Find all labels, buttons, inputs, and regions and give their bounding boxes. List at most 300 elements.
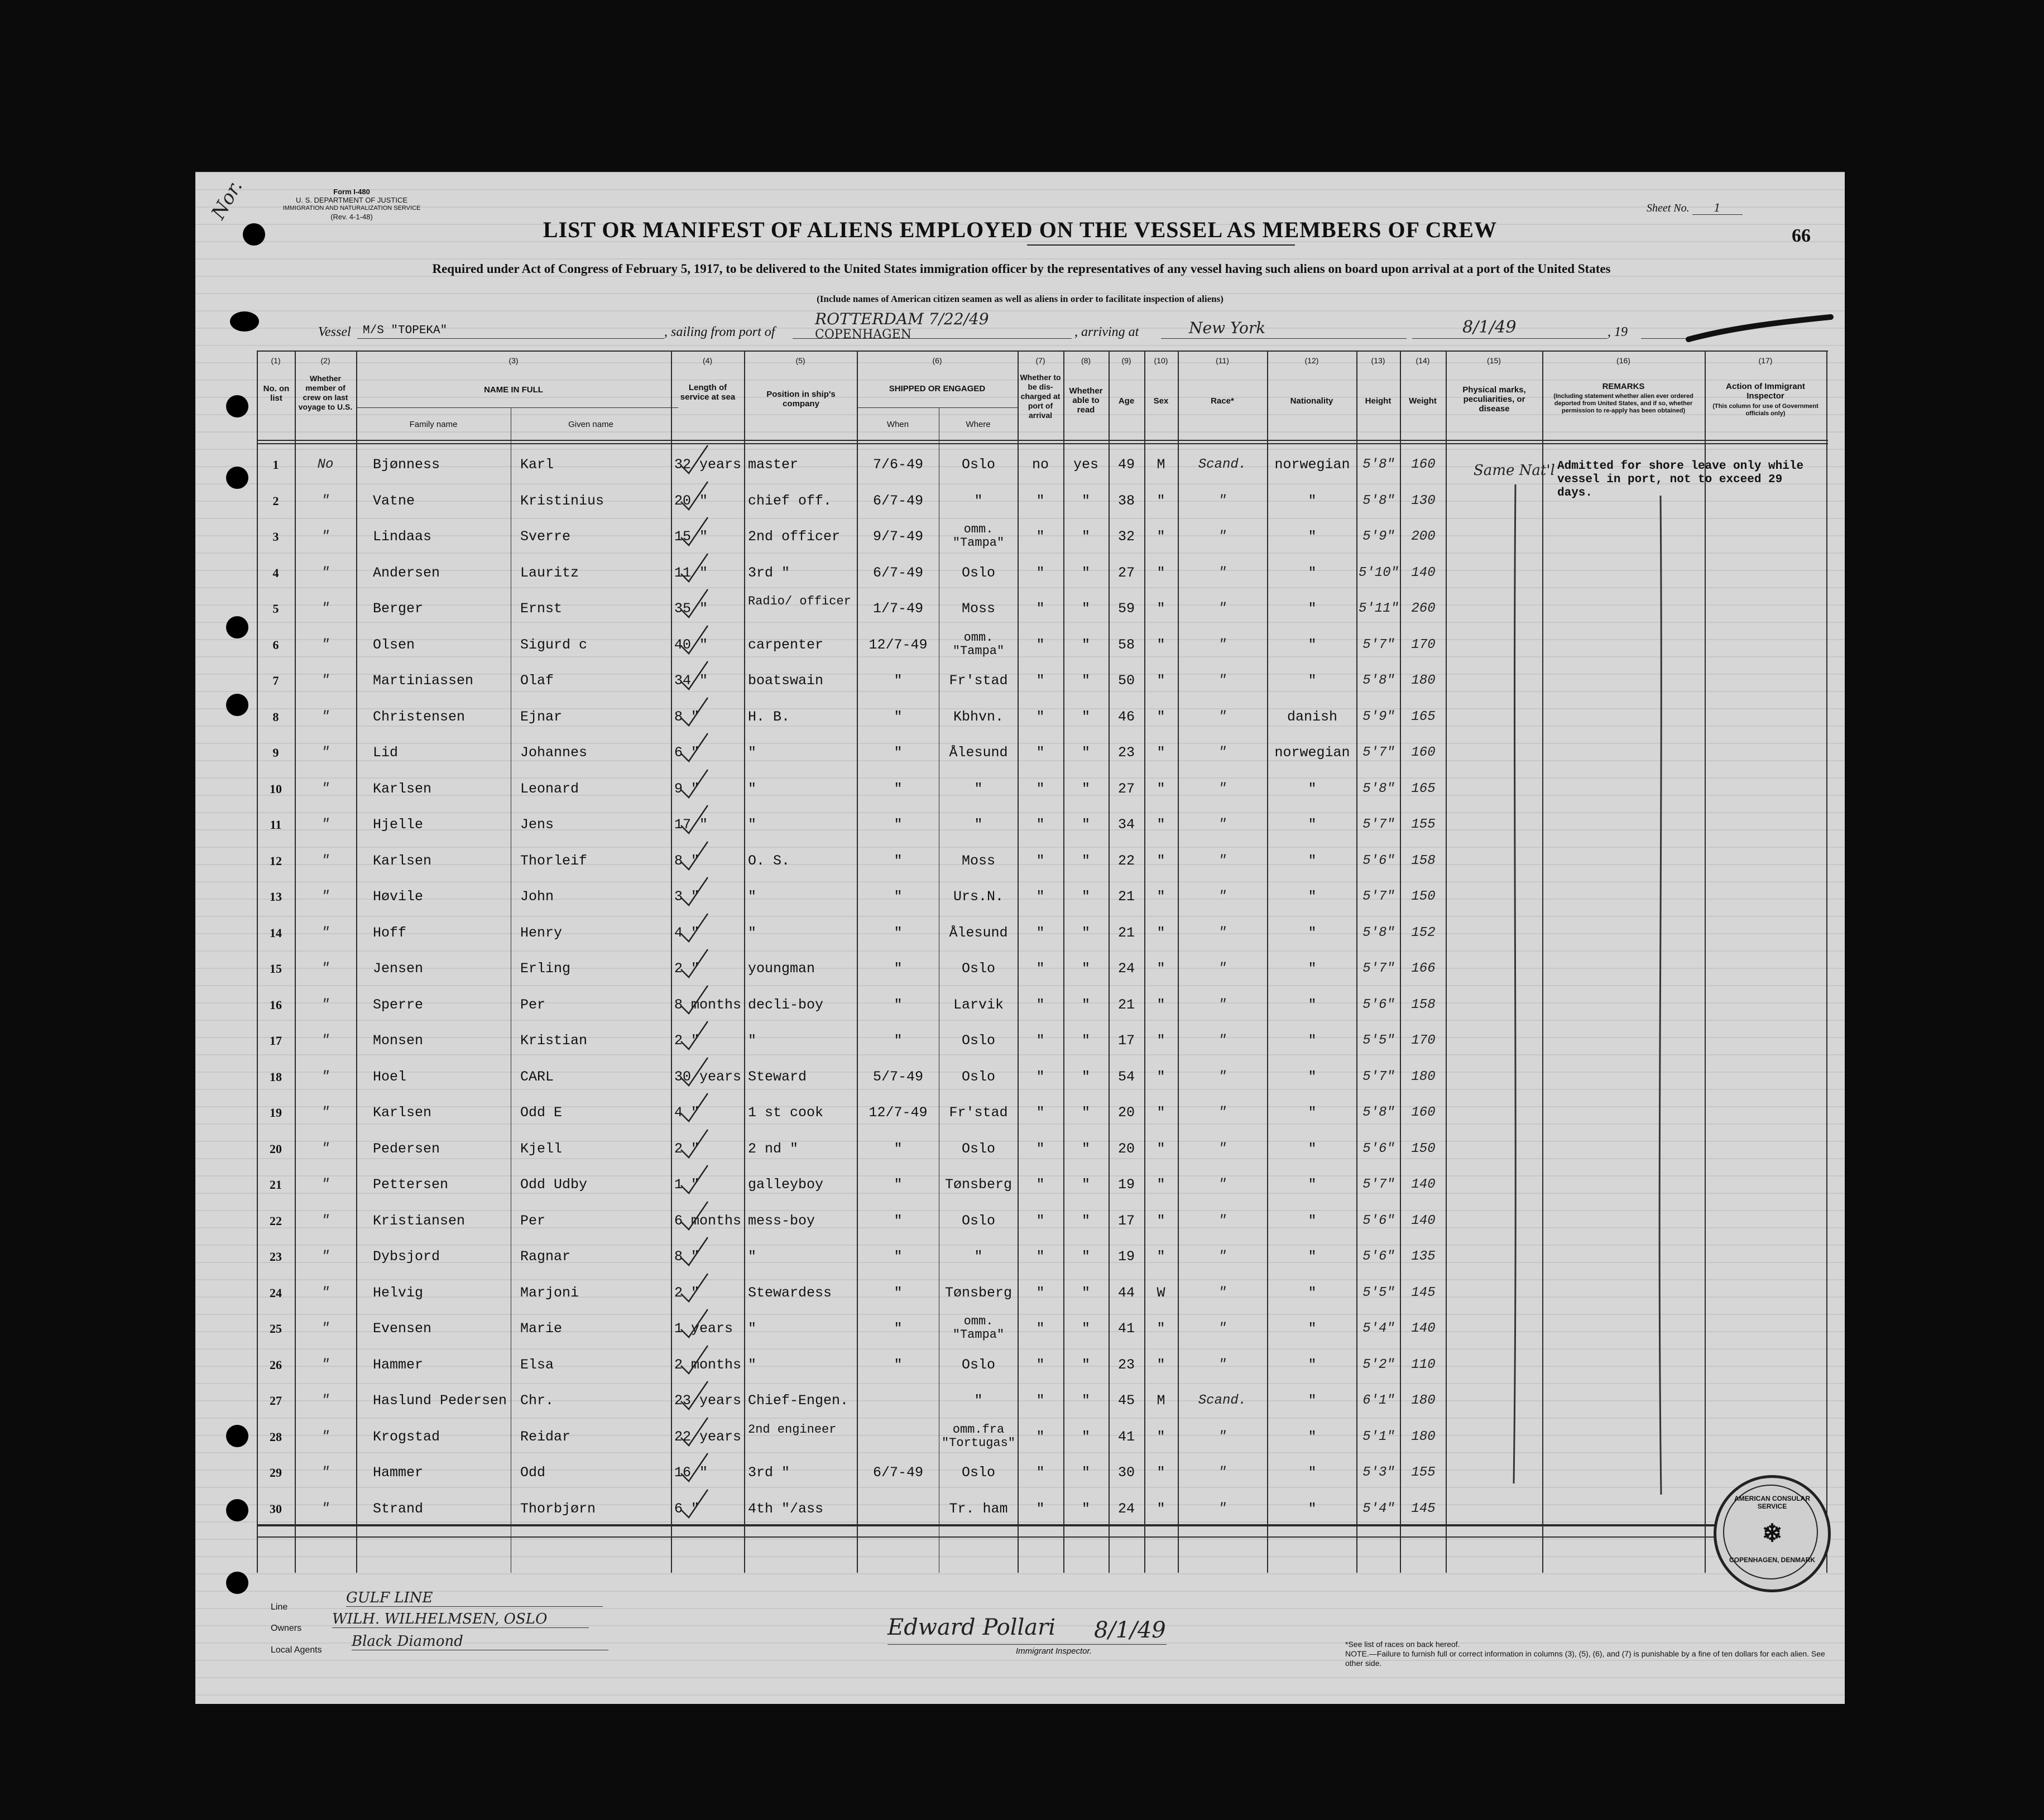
age: 19: [1117, 1176, 1135, 1193]
weight: 170: [1411, 1033, 1436, 1048]
position: Stewardess: [748, 1284, 832, 1301]
family-name: Lid: [373, 745, 399, 761]
height: 5'6": [1362, 1249, 1395, 1264]
shipped-when: 12/7-49: [869, 636, 928, 653]
length-of-service: 22 years: [674, 1428, 742, 1445]
length-of-service: 2 ": [674, 1033, 700, 1049]
footer-notes: [1345, 1640, 1825, 1668]
sex: ": [1157, 1033, 1165, 1049]
checkmark-icon: [676, 658, 710, 691]
length-of-service: 1 ": [674, 1176, 700, 1193]
height: 5'8": [1362, 493, 1395, 508]
to-be-discharged: ": [1036, 1356, 1045, 1373]
position: ": [748, 1033, 757, 1049]
column-number: (9): [1121, 356, 1131, 365]
height: 5'7": [1362, 637, 1395, 652]
height: 5'7": [1362, 889, 1395, 904]
sex: M: [1157, 457, 1165, 473]
family-name: Hjelle: [373, 817, 424, 833]
family-name: Dybsjord: [373, 1248, 440, 1265]
given-name: Elsa: [520, 1356, 554, 1373]
to-be-discharged: ": [1036, 961, 1045, 977]
sex: M: [1157, 1392, 1165, 1409]
to-be-discharged: ": [1036, 1392, 1045, 1409]
row-number: 25: [270, 1322, 282, 1336]
shipped-when: ": [894, 924, 903, 941]
family-name: Hoff: [373, 924, 407, 941]
length-of-service: 4 ": [674, 1105, 700, 1121]
given-name: Kjell: [520, 1140, 563, 1157]
age: 22: [1117, 852, 1135, 869]
given-name: Odd E: [520, 1105, 563, 1121]
row-number: 6: [272, 637, 279, 652]
row-number: 12: [270, 853, 282, 868]
race: ": [1218, 1141, 1227, 1156]
sex: ": [1157, 1428, 1165, 1445]
column-number: (7): [1035, 356, 1045, 365]
to-be-discharged: ": [1036, 780, 1045, 797]
checkmark-icon: [676, 730, 710, 763]
row-number: 4: [272, 565, 279, 580]
position: 2nd officer: [748, 529, 841, 545]
length-of-service: 34 ": [674, 673, 708, 689]
date-value: 8/1/49: [1462, 318, 1517, 337]
race: ": [1218, 853, 1227, 868]
given-name: Odd Udby: [520, 1176, 588, 1193]
seal-bottom-text: COPENHAGEN, DENMARK: [1729, 1556, 1815, 1564]
nationality: ": [1308, 1068, 1317, 1085]
race: ": [1218, 961, 1227, 976]
length-of-service: 20 ": [674, 492, 708, 509]
shipped-when: 6/7-49: [872, 1464, 923, 1481]
to-be-discharged: ": [1036, 1248, 1045, 1265]
family-name: Sperre: [373, 996, 424, 1013]
last-voyage-mark: ": [321, 1429, 330, 1444]
last-voyage-mark: ": [321, 709, 330, 724]
position: master: [748, 457, 799, 473]
nationality: ": [1308, 1140, 1317, 1157]
given-name: Thorbjørn: [520, 1500, 596, 1517]
height: 6'1": [1362, 1393, 1395, 1408]
weight: 130: [1411, 493, 1436, 508]
service-name: IMMIGRATION AND NATURALIZATION SERVICE: [282, 205, 421, 212]
length-of-service: 17 ": [674, 817, 708, 833]
seal-top-text: AMERICAN CONSULAR SERVICE: [1734, 1495, 1810, 1510]
height: 5'4": [1362, 1501, 1395, 1516]
sex: ": [1157, 817, 1165, 833]
header-physical-marks: Physical marks, peculiarities, or disease: [1462, 385, 1526, 414]
able-to-read: ": [1081, 889, 1090, 905]
document-title: LIST OR MANIFEST OF ALIENS EMPLOYED ON THE VESSEL AS MEMBERS OF CREW: [543, 217, 1498, 242]
row-number: 10: [270, 781, 282, 796]
family-name: Monsen: [373, 1033, 424, 1049]
able-to-read: ": [1081, 601, 1090, 617]
age: 30: [1117, 1464, 1135, 1481]
able-to-read: ": [1081, 996, 1090, 1013]
height: 5'5": [1362, 1033, 1395, 1048]
column-number: (3): [508, 356, 519, 365]
race: ": [1218, 1357, 1227, 1372]
position: ": [748, 817, 757, 833]
able-to-read: ": [1081, 1033, 1090, 1049]
row-number: 14: [270, 925, 282, 940]
punch-hole: [226, 467, 248, 489]
length-of-service: 2 months: [674, 1356, 742, 1373]
last-voyage-mark: ": [321, 529, 330, 544]
family-name: Lindaas: [373, 529, 432, 545]
to-be-discharged: ": [1036, 1140, 1045, 1157]
nationality: ": [1308, 1356, 1317, 1373]
row-number: 21: [270, 1178, 282, 1192]
department-name: U. S. DEPARTMENT OF JUSTICE: [295, 196, 408, 204]
weight: 150: [1411, 889, 1436, 904]
header-weight: Weight: [1409, 396, 1437, 406]
checkmark-icon: [676, 1198, 710, 1232]
sex: ": [1157, 492, 1165, 509]
row-number: 22: [270, 1213, 282, 1228]
height: 5'7": [1362, 1177, 1395, 1192]
sheet-number-label: Sheet No.: [1647, 202, 1690, 214]
length-of-service: 4 ": [674, 924, 700, 941]
last-voyage-mark: ": [321, 853, 330, 868]
position: 1 st cook: [748, 1105, 824, 1121]
length-of-service: 8 months: [674, 996, 742, 1013]
weight: 145: [1411, 1285, 1436, 1300]
able-to-read: ": [1081, 1212, 1090, 1229]
punch-hole: [226, 694, 248, 716]
checkmark-icon: [676, 694, 710, 728]
column-number: (2): [320, 356, 330, 365]
shipped-when: ": [894, 817, 903, 833]
document-subnote: (Include names of American citizen seamen as well as aliens in order to facilitate inspection of aliens): [817, 294, 1223, 304]
length-of-service: 32 years: [674, 457, 742, 473]
line-label: Line: [271, 1602, 288, 1612]
column-number: (4): [702, 356, 713, 365]
height: 5'2": [1362, 1357, 1395, 1372]
punch-hole: [226, 1499, 248, 1521]
checkmark-icon: [676, 1054, 710, 1088]
header-remarks-note: (Including statement whether alien ever ordered deported from United States, and if so, whether permission to re-apply has been obtained): [1553, 393, 1693, 414]
nationality: ": [1308, 817, 1317, 833]
nationality: ": [1308, 492, 1317, 509]
height: 5'6": [1362, 1213, 1395, 1228]
position: galleyboy: [748, 1176, 824, 1193]
row-number: 29: [270, 1466, 282, 1480]
given-name: John: [520, 889, 554, 905]
age: 49: [1117, 457, 1135, 473]
race: ": [1218, 817, 1227, 832]
row-number: 8: [272, 709, 279, 724]
height: 5'1": [1362, 1429, 1395, 1444]
shipped-where: Kbhvn.: [953, 708, 1004, 725]
checkmark-icon: [676, 802, 710, 835]
nationality: ": [1308, 1105, 1317, 1121]
family-name: Olsen: [373, 636, 415, 653]
last-voyage-mark: ": [321, 673, 330, 688]
row-number: 2: [272, 493, 279, 508]
nationality: ": [1308, 961, 1317, 977]
position: ": [748, 745, 757, 761]
position: ": [748, 889, 757, 905]
age: 41: [1117, 1428, 1135, 1445]
length-of-service: 9 ": [674, 780, 700, 797]
race: ": [1218, 1213, 1227, 1228]
position: ": [748, 1320, 757, 1337]
height: 5'8": [1362, 673, 1395, 688]
shipped-where: Oslo: [961, 1356, 995, 1373]
length-of-service: 11 ": [674, 564, 708, 581]
shipped-when: 6/7-49: [872, 564, 923, 581]
nationality: ": [1308, 1392, 1317, 1409]
race-note: *See list of races on back hereof.: [1345, 1640, 1460, 1649]
header-no-on-list: No. on list: [263, 384, 290, 403]
able-to-read: ": [1081, 673, 1090, 689]
height: 5'7": [1362, 1069, 1395, 1084]
able-to-read: yes: [1073, 457, 1098, 473]
ink-vertical-line: [1652, 496, 1669, 1500]
punch-hole: [226, 395, 248, 417]
height: 5'8": [1362, 1105, 1395, 1120]
weight: 145: [1411, 1501, 1436, 1516]
able-to-read: ": [1081, 1500, 1090, 1517]
column-number: (1): [271, 356, 281, 365]
sex: ": [1157, 529, 1165, 545]
last-voyage-mark: No: [317, 457, 334, 472]
race: ": [1218, 601, 1227, 616]
shipped-when: ": [894, 745, 903, 761]
weight: 140: [1411, 1213, 1436, 1228]
weight: 140: [1411, 565, 1436, 580]
height: 5'8": [1362, 781, 1395, 796]
family-name: Martiniassen: [373, 673, 474, 689]
given-name: CARL: [520, 1068, 554, 1085]
sex: ": [1157, 852, 1165, 869]
family-name: Karlsen: [373, 1105, 432, 1121]
length-of-service: 1 years: [674, 1320, 733, 1337]
form-number: Form I-480: [333, 188, 370, 196]
age: 17: [1117, 1033, 1135, 1049]
position: H. B.: [748, 708, 790, 725]
able-to-read: ": [1081, 1068, 1090, 1085]
given-name: Kristinius: [520, 492, 604, 509]
vessel-field: [357, 323, 664, 339]
nationality: ": [1308, 1284, 1317, 1301]
punch-hole: [226, 1572, 248, 1594]
nationality: norwegian: [1274, 457, 1350, 473]
family-name: Karlsen: [373, 780, 432, 797]
nationality: ": [1308, 636, 1317, 653]
punch-hole: [226, 1425, 248, 1447]
sex: ": [1157, 745, 1165, 761]
fine-note: NOTE.—Failure to furnish full or correct information in columns (3), (5), (6), and (7) is punishable by a fine of ten dollars for each alien. See other side.: [1345, 1649, 1825, 1668]
weight: 160: [1411, 745, 1436, 760]
race: ": [1218, 1105, 1227, 1120]
race: ": [1218, 781, 1227, 796]
header-action-note: (This column for use of Government officials only): [1712, 403, 1819, 417]
height: 5'8": [1362, 457, 1395, 472]
row-number: 17: [270, 1034, 282, 1048]
header-remarks: REMARKS: [1602, 382, 1645, 391]
to-be-discharged: ": [1036, 1176, 1045, 1193]
height: 5'7": [1362, 745, 1395, 760]
position: chief off.: [748, 492, 832, 509]
able-to-read: ": [1081, 1356, 1090, 1373]
date-field: [1412, 318, 1608, 339]
weight: 160: [1411, 457, 1436, 472]
given-name: Karl: [520, 457, 554, 473]
length-of-service: 40 ": [674, 636, 708, 653]
agents-label: Local Agents: [271, 1645, 322, 1655]
position: 3rd ": [748, 564, 790, 581]
punch-hole: [226, 616, 248, 638]
family-name: Høvile: [373, 889, 424, 905]
checkmark-icon: [676, 982, 710, 1016]
last-voyage-mark: ": [321, 1249, 330, 1264]
row-number: 24: [270, 1285, 282, 1300]
family-name: Pettersen: [373, 1176, 449, 1193]
shipped-where: ": [974, 492, 983, 509]
race: Scand.: [1198, 457, 1247, 472]
sex: ": [1157, 1105, 1165, 1121]
header-given-name: Given name: [568, 420, 613, 429]
age: 45: [1117, 1392, 1135, 1409]
shipped-where: Oslo: [961, 1464, 995, 1481]
height: 5'4": [1362, 1321, 1395, 1336]
given-name: Thorleif: [520, 852, 588, 869]
punch-hole: [230, 311, 259, 332]
able-to-read: ": [1081, 924, 1090, 941]
weight: 180: [1411, 1393, 1436, 1408]
row-number: 13: [270, 890, 282, 904]
family-name: Hammer: [373, 1464, 424, 1481]
shipped-when: ": [894, 1033, 903, 1049]
weight: 180: [1411, 673, 1436, 688]
title-underline: [1027, 244, 1295, 246]
given-name: Kristian: [520, 1033, 588, 1049]
weight: 160: [1411, 1105, 1436, 1120]
checkmark-icon: [676, 946, 710, 979]
age: 23: [1117, 745, 1135, 761]
position: youngman: [748, 961, 815, 977]
race: ": [1218, 709, 1227, 724]
shipped-when: ": [894, 1212, 903, 1229]
position: 2 nd ": [748, 1140, 799, 1157]
to-be-discharged: ": [1036, 1105, 1045, 1121]
checkmark-icon: [676, 586, 710, 620]
family-name: Andersen: [373, 564, 440, 581]
sex: ": [1157, 1212, 1165, 1229]
shipped-where: Moss: [961, 852, 995, 869]
shipped-when: ": [894, 961, 903, 977]
weight: 166: [1411, 961, 1436, 976]
age: 21: [1117, 996, 1135, 1013]
race: ": [1218, 1177, 1227, 1192]
given-name: Johannes: [520, 745, 588, 761]
to-be-discharged: ": [1036, 817, 1045, 833]
last-voyage-mark: ": [321, 961, 330, 976]
owners-label: Owners: [271, 1624, 302, 1633]
inspector-label: Immigrant Inspector.: [1016, 1646, 1092, 1656]
height: 5'8": [1362, 925, 1395, 940]
header-where: Where: [966, 420, 991, 429]
nationality: ": [1308, 1212, 1317, 1229]
nationality: ": [1308, 852, 1317, 869]
row-number: 15: [270, 962, 282, 976]
checkmark-icon: [676, 1126, 710, 1160]
weight: 158: [1411, 853, 1436, 868]
row-number: 20: [270, 1141, 282, 1156]
able-to-read: ": [1081, 492, 1090, 509]
header-position: Position in ship's company: [766, 390, 836, 409]
checkmark-icon: [676, 1450, 710, 1483]
able-to-read: ": [1081, 1284, 1090, 1301]
nationality: ": [1308, 996, 1317, 1013]
year-label: , 19: [1608, 325, 1628, 339]
able-to-read: ": [1081, 529, 1090, 545]
nationality: ": [1308, 673, 1317, 689]
position: O. S.: [748, 852, 790, 869]
shipped-when: 7/6-49: [872, 457, 923, 473]
height: 5'9": [1362, 709, 1395, 724]
to-be-discharged: ": [1036, 708, 1045, 725]
nationality: ": [1308, 1033, 1317, 1049]
family-name: Kristiansen: [373, 1212, 466, 1229]
position: 3rd ": [748, 1464, 790, 1481]
last-voyage-mark: ": [321, 1141, 330, 1156]
race: ": [1218, 673, 1227, 688]
length-of-service: 35 ": [674, 601, 708, 617]
column-number: (5): [795, 356, 805, 365]
owners-value: WILH. WILHELMSEN, OSLO: [332, 1611, 589, 1628]
column-number: (6): [932, 356, 942, 365]
age: 23: [1117, 1356, 1135, 1373]
length-of-service: 2 ": [674, 1284, 700, 1301]
age: 34: [1117, 817, 1135, 833]
checkmark-icon: [676, 622, 710, 656]
race: ": [1218, 997, 1227, 1012]
last-voyage-mark: ": [321, 745, 330, 760]
shipped-when: 5/7-49: [872, 1068, 923, 1085]
inspector-signature: Edward Pollari: [887, 1615, 1056, 1640]
shipped-when: 6/7-49: [872, 492, 923, 509]
able-to-read: ": [1081, 1428, 1090, 1445]
shipped-where: Ålesund: [949, 924, 1008, 941]
eagle-icon: ❄: [1762, 1520, 1783, 1547]
given-name: Ragnar: [520, 1248, 571, 1265]
sheet-number: [1647, 201, 1743, 215]
nationality: ": [1308, 601, 1317, 617]
age: 32: [1117, 529, 1135, 545]
shipped-where: Moss: [961, 601, 995, 617]
age: 46: [1117, 708, 1135, 725]
physical-marks-note: Same Nat'l: [1474, 462, 1555, 479]
length-of-service: 8 ": [674, 852, 700, 869]
shipped-when: 12/7-49: [869, 1105, 928, 1121]
checkmark-icon: [676, 1342, 710, 1376]
header-nationality: Nationality: [1290, 396, 1333, 406]
last-voyage-mark: ": [321, 1105, 330, 1120]
given-name: Olaf: [520, 673, 554, 689]
age: 38: [1117, 492, 1135, 509]
shipped-when: ": [894, 1176, 903, 1193]
height: 5'6": [1362, 1141, 1395, 1156]
to-be-discharged: ": [1036, 564, 1045, 581]
nationality: norwegian: [1274, 745, 1350, 761]
height: 5'11": [1358, 601, 1399, 616]
age: 50: [1117, 673, 1135, 689]
checkmark-icon: [676, 442, 710, 476]
weight: 155: [1411, 1465, 1436, 1480]
